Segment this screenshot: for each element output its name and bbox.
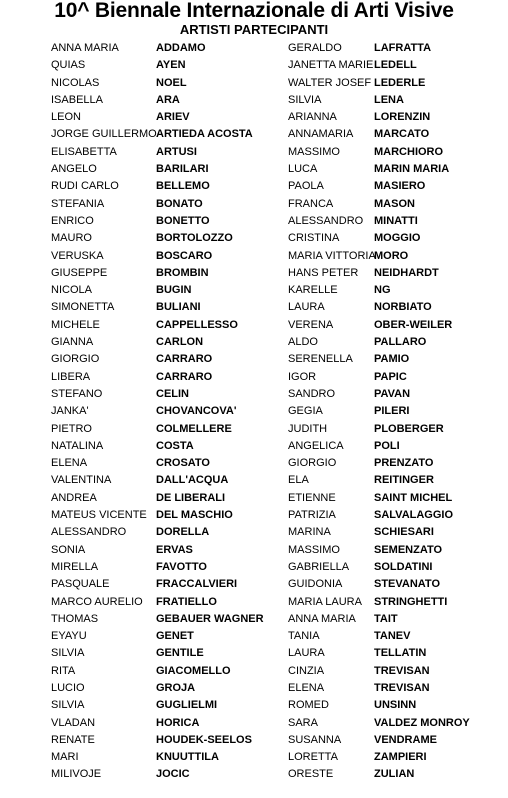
artist-first-name: JANKA' <box>51 405 89 418</box>
artist-last-name: SALVALAGGIO <box>374 509 454 522</box>
artist-first-name: GIORGIO <box>288 457 337 470</box>
artist-last-name: FAVOTTO <box>156 560 207 573</box>
artist-last-name: GENTILE <box>156 647 204 660</box>
artist-first-name: NICOLA <box>51 284 92 297</box>
artist-last-name: UNSINN <box>374 699 417 712</box>
artist-last-name: GIACOMELLO <box>156 664 231 677</box>
page-title: 10^ Biennale Internazionale di Arti Visive <box>54 0 454 22</box>
artist-last-name: LAFRATTA <box>374 42 432 54</box>
artist-first-name: MASSIMO <box>288 145 340 158</box>
artist-first-name: SONIA <box>51 543 86 556</box>
artist-last-name: NG <box>374 284 391 297</box>
artist-first-name: ELA <box>288 474 309 487</box>
artist-last-name: BUGIN <box>156 284 192 297</box>
artist-last-name: ADDAMO <box>156 42 206 54</box>
artist-last-name: JOCIC <box>156 768 190 781</box>
artist-last-name: BROMBIN <box>156 266 209 279</box>
artist-first-name: PASQUALE <box>51 578 110 591</box>
artist-last-name: HOUDEK-SEELOS <box>156 733 252 746</box>
artist-first-name: JUDITH <box>288 422 328 435</box>
artist-last-name: BORTOLOZZO <box>156 232 233 245</box>
artist-first-name: VLADAN <box>51 716 96 729</box>
artist-first-name: VERUSKA <box>51 249 104 262</box>
artist-last-name: CAPPELLESSO <box>156 318 238 331</box>
artist-first-name: STEFANIA <box>51 197 105 210</box>
artist-first-name: LAURA <box>288 647 325 660</box>
artist-last-name: COLMELLERE <box>156 422 232 435</box>
artist-last-name: MORO <box>374 249 409 262</box>
artist-last-name: COSTA <box>156 439 194 452</box>
artist-first-name: MATEUS VICENTE <box>51 509 147 522</box>
artist-last-name: AYEN <box>156 59 186 72</box>
artist-last-name: PILERI <box>374 405 410 418</box>
artist-first-name: TANIA <box>288 630 320 643</box>
artist-last-name: BOSCARO <box>156 249 213 262</box>
artist-last-name: POLI <box>374 439 400 452</box>
artist-first-name: ELISABETTA <box>51 145 117 158</box>
artist-last-name: PAMIO <box>374 353 410 366</box>
artist-last-name: TELLATIN <box>374 647 427 660</box>
artist-last-name: CARRARO <box>156 370 213 383</box>
artist-last-name: KNUUTTILA <box>156 751 219 764</box>
artist-first-name: WALTER JOSEF <box>288 76 372 89</box>
artist-first-name: THOMAS <box>51 612 99 625</box>
artist-first-name: SUSANNA <box>288 733 342 746</box>
artist-first-name: ISABELLA <box>51 93 103 106</box>
artist-last-name: VENDRAME <box>374 733 437 746</box>
artist-last-name: DE LIBERALI <box>156 491 226 504</box>
artist-last-name: MASIERO <box>374 180 426 193</box>
artist-first-name: EYAYU <box>51 630 87 643</box>
artist-first-name: ENRICO <box>51 214 94 227</box>
artist-first-name: MARIA VITTORIA <box>288 249 376 262</box>
artist-last-name: BELLEMO <box>156 180 210 193</box>
artist-first-name: GIORGIO <box>51 353 100 366</box>
artist-first-name: GEGIA <box>288 405 323 418</box>
artist-first-name: NATALINA <box>51 439 104 452</box>
artist-last-name: LEDERLE <box>374 76 426 89</box>
artist-first-name: ELENA <box>288 681 325 694</box>
artist-last-name: LEDELL <box>374 59 417 72</box>
artist-last-name: DORELLA <box>156 526 210 539</box>
artist-last-name: LENA <box>374 93 404 106</box>
artist-first-name: QUIAS <box>51 59 86 72</box>
artist-first-name: JANETTA MARIE <box>288 59 374 72</box>
artist-last-name: CELIN <box>156 387 189 400</box>
artist-first-name: IGOR <box>288 370 317 383</box>
artist-last-name: NORBIATO <box>374 301 432 314</box>
artist-last-name: CROSATO <box>156 457 210 470</box>
artist-last-name: SEMENZATO <box>374 543 443 556</box>
artist-first-name: CRISTINA <box>288 232 340 245</box>
artist-first-name: LUCIO <box>51 681 85 694</box>
artist-first-name: MARCO AURELIO <box>51 595 143 608</box>
artist-first-name: ETIENNE <box>288 491 336 504</box>
artist-first-name: HANS PETER <box>288 266 359 279</box>
artist-last-name: SAINT MICHEL <box>374 491 453 504</box>
artist-first-name: RITA <box>51 664 76 677</box>
artist-first-name: GIUSEPPE <box>51 266 108 279</box>
artist-first-name: PATRIZIA <box>288 509 336 522</box>
artist-first-name: MASSIMO <box>288 543 340 556</box>
artist-last-name: NEIDHARDT <box>374 266 439 279</box>
artist-last-name: STEVANATO <box>374 578 441 591</box>
artist-first-name: LIBERA <box>51 370 91 383</box>
artist-last-name: ZAMPIERI <box>374 751 427 764</box>
artist-first-name: MARINA <box>288 526 331 539</box>
artist-last-name: ZULIAN <box>374 768 415 781</box>
artist-last-name: VALDEZ MONROY <box>374 716 470 729</box>
artist-last-name: BARILARI <box>156 163 209 176</box>
artist-last-name: PAVAN <box>374 387 411 400</box>
artist-last-name: BULIANI <box>156 301 201 314</box>
artist-first-name: LAURA <box>288 301 325 314</box>
artist-last-name: PALLARO <box>374 336 427 349</box>
artist-last-name: DEL MASCHIO <box>156 509 233 522</box>
artist-last-name: CHOVANCOVA' <box>156 405 237 418</box>
artist-last-name: TREVISAN <box>374 681 430 694</box>
artist-first-name: SARA <box>288 716 318 729</box>
artist-first-name: VALENTINA <box>51 474 112 487</box>
artist-first-name: KARELLE <box>288 284 338 297</box>
artist-first-name: SANDRO <box>288 387 336 400</box>
artist-first-name: MAURO <box>51 232 92 245</box>
artist-last-name: GENET <box>156 630 194 643</box>
artist-last-name: MASON <box>374 197 415 210</box>
artist-first-name: CINZIA <box>288 664 325 677</box>
artist-last-name: GUGLIELMI <box>156 699 218 712</box>
artist-first-name: PAOLA <box>288 180 324 193</box>
artist-last-name: MOGGIO <box>374 232 421 245</box>
artist-first-name: MARIA LAURA <box>288 595 362 608</box>
artist-first-name: ALDO <box>288 336 318 349</box>
artist-last-name: DALL'ACQUA <box>156 474 229 487</box>
artist-first-name: ANGELICA <box>288 439 344 452</box>
artist-first-name: SILVIA <box>51 647 85 660</box>
artist-first-name: SILVIA <box>288 93 322 106</box>
artist-last-name: NOEL <box>156 76 187 89</box>
artist-last-name: SOLDATINI <box>374 560 433 573</box>
artist-last-name: PAPIC <box>374 370 407 383</box>
artist-first-name: ALESSANDRO <box>51 526 127 539</box>
artist-last-name: FRATIELLO <box>156 595 217 608</box>
artist-first-name: MIRELLA <box>51 560 99 573</box>
artist-first-name: JORGE GUILLERMO <box>51 128 157 141</box>
artist-last-name: ARIEV <box>156 111 190 124</box>
artist-last-name: BONATO <box>156 197 203 210</box>
artist-first-name: GIANNA <box>51 336 94 349</box>
artist-last-name: BONETTO <box>156 214 210 227</box>
artist-last-name: HORICA <box>156 716 200 729</box>
artist-last-name: TAIT <box>374 612 398 625</box>
artist-first-name: VERENA <box>288 318 334 331</box>
artist-first-name: RENATE <box>51 733 95 746</box>
artist-first-name: ANNAMARIA <box>288 128 354 141</box>
artist-first-name: GERALDO <box>288 42 342 54</box>
artist-first-name: SILVIA <box>51 699 85 712</box>
artist-first-name: MICHELE <box>51 318 100 331</box>
artist-last-name: OBER-WEILER <box>374 318 453 331</box>
artist-last-name: FRACCALVIERI <box>156 578 238 591</box>
artist-first-name: LORETTA <box>288 751 338 764</box>
artist-last-name: PLOBERGER <box>374 422 444 435</box>
artist-last-name: ERVAS <box>156 543 193 556</box>
artist-last-name: MINATTI <box>374 214 418 227</box>
artist-last-name: ARTUSI <box>156 145 197 158</box>
artist-last-name: GROJA <box>156 681 196 694</box>
artist-first-name: ANDREA <box>51 491 97 504</box>
artist-first-name: SERENELLA <box>288 353 353 366</box>
artist-first-name: ALESSANDRO <box>288 214 364 227</box>
artist-last-name: TANEV <box>374 630 411 643</box>
artist-first-name: ANNA MARIA <box>288 612 356 625</box>
page-subtitle: ARTISTI PARTECIPANTI <box>179 22 329 37</box>
artist-last-name: MARIN MARIA <box>374 163 450 176</box>
artist-last-name: TREVISAN <box>374 664 430 677</box>
artist-last-name: STRINGHETTI <box>374 595 448 608</box>
artist-first-name: FRANCA <box>288 197 334 210</box>
artist-first-name: PIETRO <box>51 422 92 435</box>
artist-first-name: GABRIELLA <box>288 560 350 573</box>
artist-last-name: GEBAUER WAGNER <box>156 612 264 625</box>
artist-first-name: GUIDONIA <box>288 578 343 591</box>
artist-first-name: MARI <box>51 751 79 764</box>
artist-first-name: ARIANNA <box>288 111 337 124</box>
artist-last-name: PRENZATO <box>374 457 434 470</box>
artist-first-name: STEFANO <box>51 387 103 400</box>
artist-first-name: MILIVOJE <box>51 768 102 781</box>
artist-last-name: MARCATO <box>374 128 430 141</box>
artist-last-name: ARA <box>156 93 180 106</box>
artist-first-name: LEON <box>51 111 81 124</box>
artist-first-name: SIMONETTA <box>51 301 115 314</box>
artist-last-name: REITINGER <box>374 474 434 487</box>
artist-last-name: CARRARO <box>156 353 213 366</box>
artist-last-name: ARTIEDA ACOSTA <box>156 128 253 141</box>
artist-first-name: ROMED <box>288 699 329 712</box>
artist-first-name: NICOLAS <box>51 76 100 89</box>
artist-first-name: ELENA <box>51 457 88 470</box>
artist-last-name: LORENZIN <box>374 111 431 124</box>
artist-last-name: CARLON <box>156 336 204 349</box>
artist-last-name: MARCHIORO <box>374 145 444 158</box>
artist-first-name: ORESTE <box>288 768 334 781</box>
artist-first-name: LUCA <box>288 163 318 176</box>
artist-first-name: ANGELO <box>51 163 97 176</box>
artist-last-name: SCHIESARI <box>374 526 434 539</box>
artist-first-name: ANNA MARIA <box>51 42 119 54</box>
artist-first-name: RUDI CARLO <box>51 180 119 193</box>
